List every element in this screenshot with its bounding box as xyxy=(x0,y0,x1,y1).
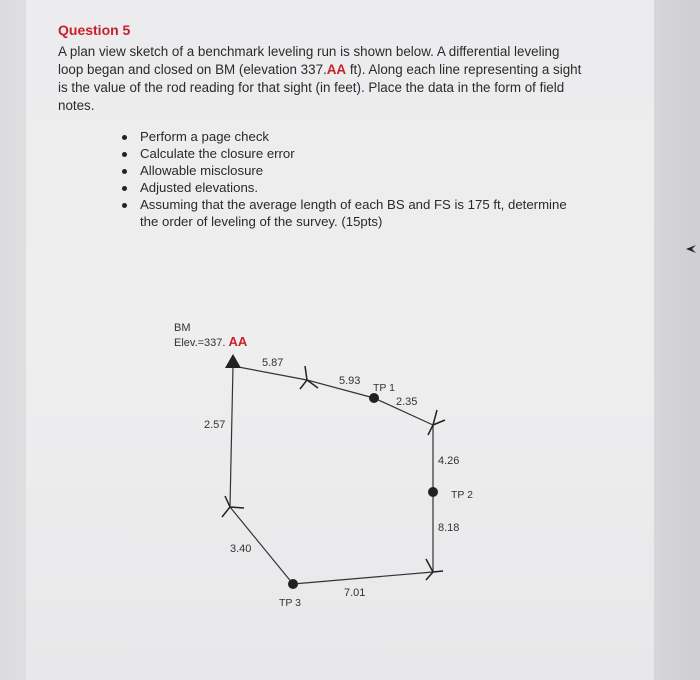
instrument-tripod-icon xyxy=(428,410,445,435)
task-item: Perform a page check xyxy=(116,128,586,145)
rod-reading: 5.93 xyxy=(339,375,361,387)
question-title: Question 5 xyxy=(58,22,131,38)
rod-reading: 4.26 xyxy=(438,455,460,467)
rod-reading: 3.40 xyxy=(230,543,252,555)
tp2-label: TP 2 xyxy=(451,489,473,501)
question-text-before: A plan view sketch of a benchmark leveling run is shown below. A differential leveling loop began and closed on BM (elevation 337. xyxy=(58,44,560,77)
task-item: Calculate the closure error xyxy=(116,145,586,162)
task-item: Allowable misclosure xyxy=(116,162,586,179)
instrument-tripod-icon xyxy=(426,559,443,580)
rod-reading: 5.87 xyxy=(262,357,284,369)
task-item: Assuming that the average length of each BS and FS is 175 ft, determine the order of leveling of the survey. (15pts) xyxy=(116,196,586,230)
rod-reading: 8.18 xyxy=(438,522,460,534)
task-item: Adjusted elevations. xyxy=(116,179,586,196)
bm-elevation-highlight: AA xyxy=(228,334,248,349)
bm-elevation-prefix: Elev.=337. xyxy=(174,337,226,349)
mouse-cursor-icon xyxy=(685,244,697,254)
bm-label: BM xyxy=(174,322,191,334)
rod-reading: 2.35 xyxy=(396,396,418,408)
tp3-label: TP 3 xyxy=(279,597,301,609)
turning-point-marker xyxy=(369,393,379,403)
sight-line xyxy=(293,572,433,584)
instrument-tripod-icon xyxy=(222,496,244,517)
question-text-highlight: AA xyxy=(326,62,347,77)
benchmark-triangle-icon xyxy=(225,354,241,368)
tp1-label: TP 1 xyxy=(373,382,395,394)
rod-reading: 7.01 xyxy=(344,587,366,599)
instrument-tripod-icon xyxy=(300,366,318,389)
turning-point-marker xyxy=(288,579,298,589)
turning-point-marker xyxy=(428,487,438,497)
sight-line xyxy=(230,366,233,507)
rod-reading: 2.57 xyxy=(204,419,226,431)
bm-elevation xyxy=(174,334,248,349)
question-text-after: ft). Along each line representing a sight is the value of the rod reading for that sight (in feet). Place the data in the form of field notes. xyxy=(58,62,582,113)
